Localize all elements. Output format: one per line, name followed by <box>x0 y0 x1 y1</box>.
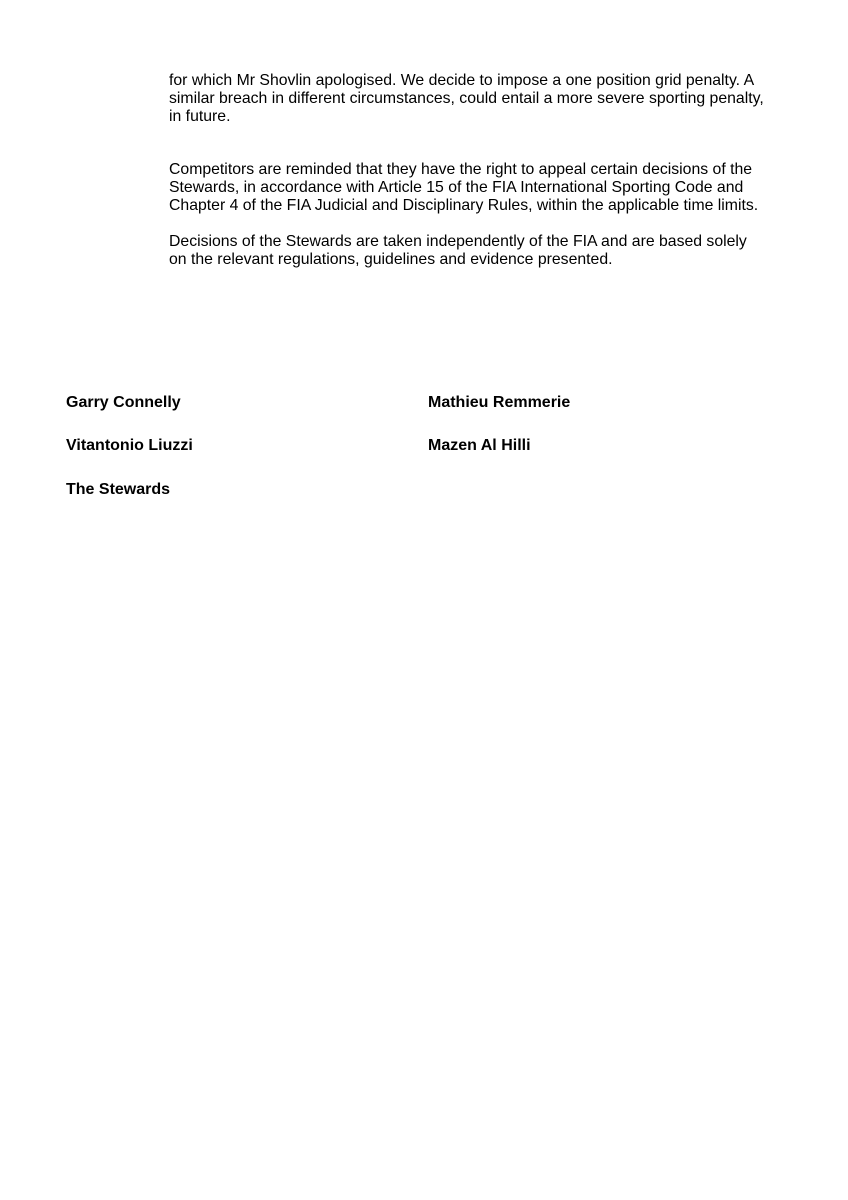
signatory-name: Mazen Al Hilli <box>428 437 531 454</box>
independence-paragraph: Decisions of the Stewards are taken independently of the FIA and are based solely on the relevant regulations, guidelines and evidence presented. <box>169 233 747 268</box>
signatory-name: Mathieu Remmerie <box>428 394 571 411</box>
stewards-closing: The Stewards <box>66 481 171 498</box>
decision-paragraph: for which Mr Shovlin apologised. We decide to impose a one position grid penalty. A similar breach in different circumstances, could entail a more severe sporting penalty, in future. <box>169 72 764 125</box>
signatory-name: Garry Connelly <box>66 394 181 411</box>
signatory-name: Vitantonio Liuzzi <box>66 437 193 454</box>
appeal-rights-paragraph: Competitors are reminded that they have the right to appeal certain decisions of the Stewards, in accordance with Article 15 of the FIA International Sporting Code and Chapter 4 of the FIA Judicial and Disciplinary Rules, within the applicable time limits. <box>169 161 759 214</box>
